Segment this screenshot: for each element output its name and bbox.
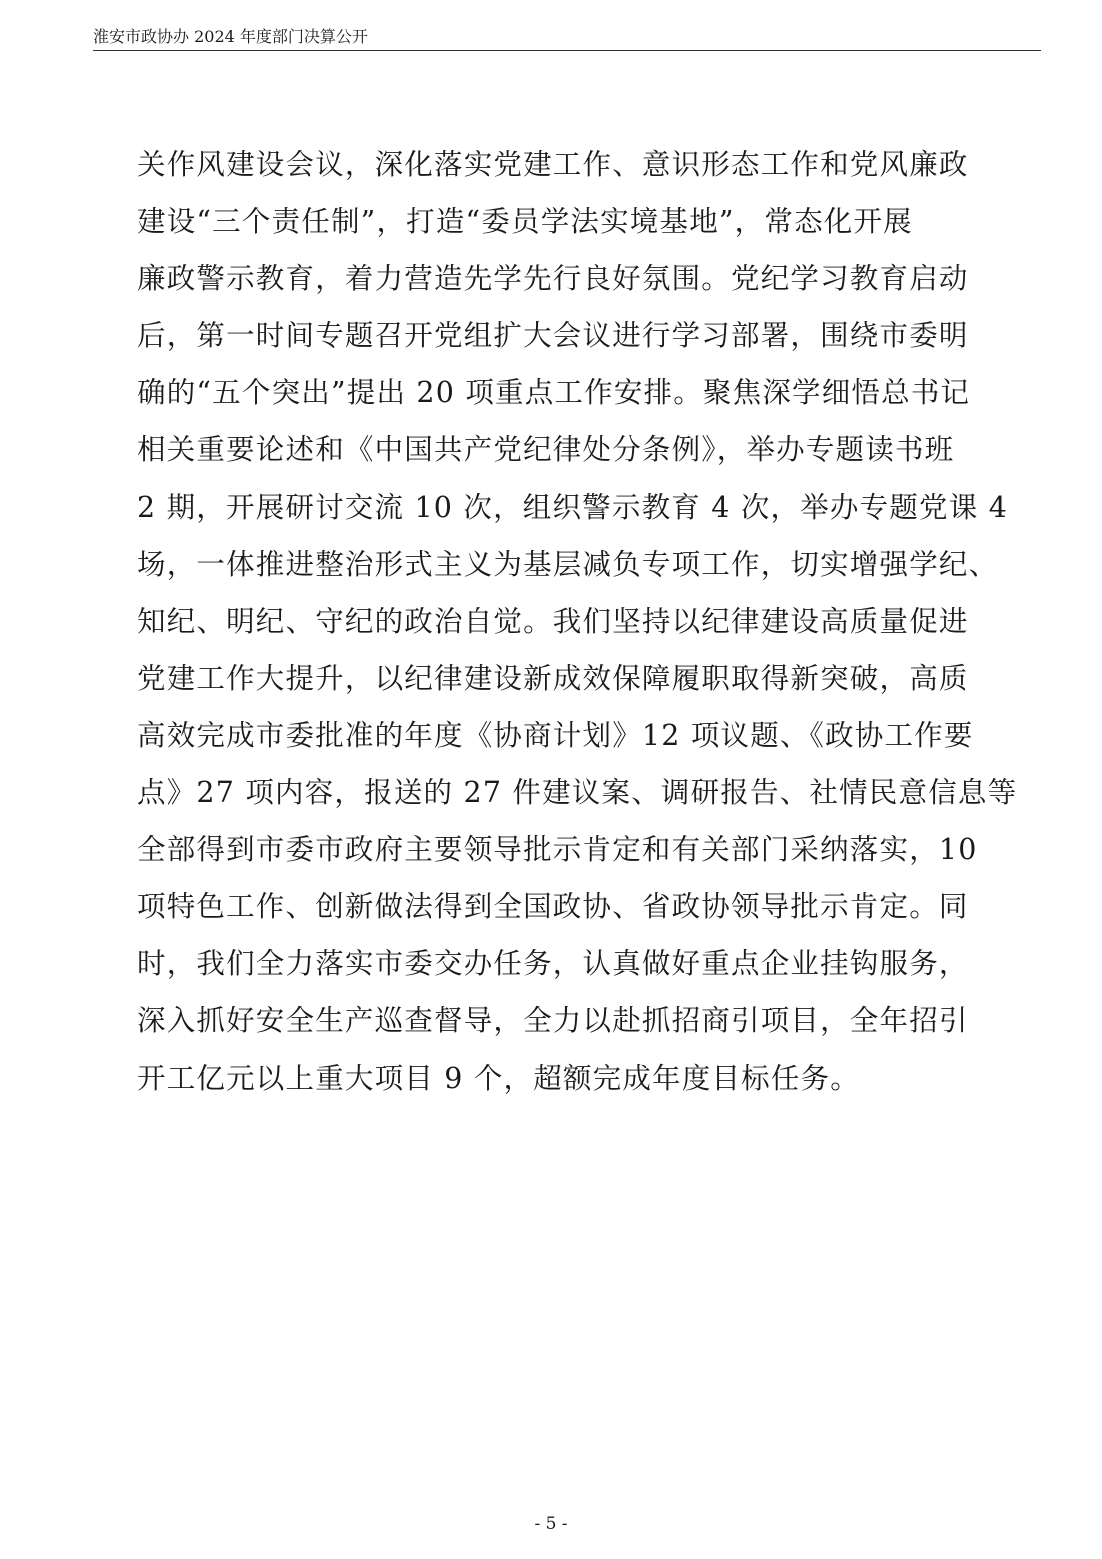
text-line: 确的“五个突出”提出 20 项重点工作安排。聚焦深学细悟总书记 <box>137 376 971 410</box>
text-line: 知纪、明纪、守纪的政治自觉。我们坚持以纪律建设高质量促进 <box>137 604 969 638</box>
body-text <box>137 147 1018 1118</box>
text-line: 廉政警示教育，着力营造先学先行良好氛围。党纪学习教育启动 <box>137 262 969 296</box>
text-line: 高效完成市委批准的年度《协商计划》12 项议题、《政协工作要 <box>137 718 974 752</box>
text-line: 时，我们全力落实市委交办任务，认真做好重点企业挂钩服务， <box>137 947 969 981</box>
page-header <box>93 26 1041 51</box>
text-line: 点》27 项内容，报送的 27 件建议案、调研报告、社情民意信息等 <box>137 776 1018 810</box>
text-line: 建设“三个责任制”，打造“委员学法实境基地”，常态化开展 <box>137 205 913 239</box>
text-line: 相关重要论述和《中国共产党纪律处分条例》，举办专题读书班 <box>137 433 955 467</box>
text-line: 2 期，开展研讨交流 10 次，组织警示教育 4 次，举办专题党课 4 <box>137 490 1009 524</box>
text-line: 党建工作大提升，以纪律建设新成效保障履职取得新突破，高质 <box>137 661 969 695</box>
text-line: 全部得到市委市政府主要领导批示肯定和有关部门采纳落实，10 <box>137 833 978 867</box>
text-line: 项特色工作、创新做法得到全国政协、省政协领导批示肯定。同 <box>137 890 969 924</box>
header-title: 淮安市政协办 2024 年度部门决算公开 <box>93 27 368 46</box>
text-line: 深入抓好安全生产巡查督导，全力以赴抓招商引项目，全年招引 <box>137 1004 969 1038</box>
text-line: 开工亿元以上重大项目 9 个，超额完成年度目标任务。 <box>137 1061 860 1095</box>
text-line: 场，一体推进整治形式主义为基层减负专项工作，切实增强学纪、 <box>137 547 999 581</box>
page-number: - 5 - <box>534 1514 568 1534</box>
text-line: 后，第一时间专题召开党组扩大会议进行学习部署，围绕市委明 <box>137 319 969 353</box>
text-line: 关作风建设会议，深化落实党建工作、意识形态工作和党风廉政 <box>137 148 969 181</box>
